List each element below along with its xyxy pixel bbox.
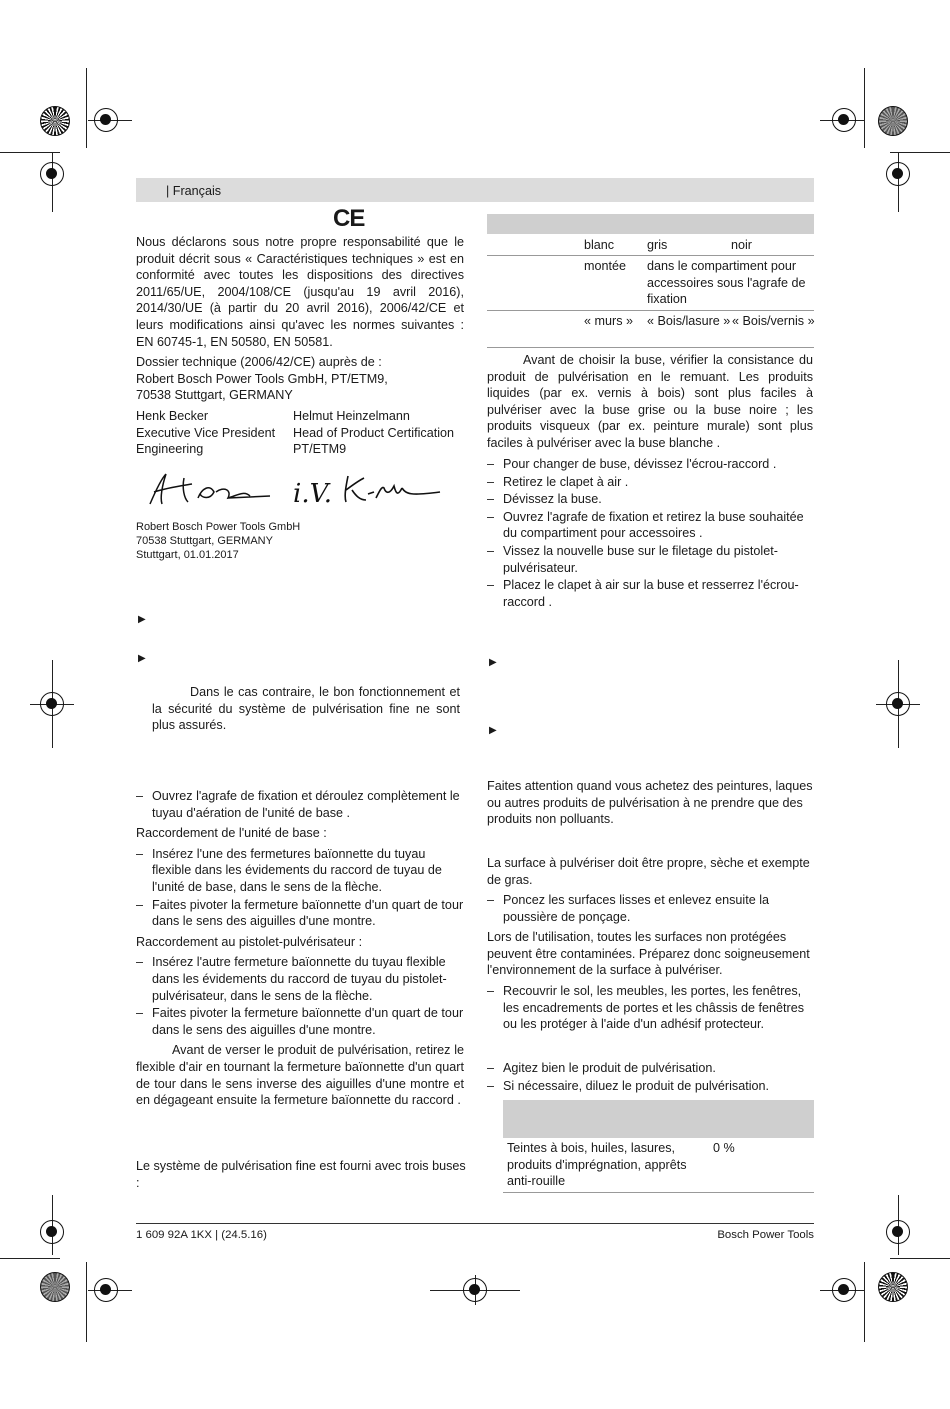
registration-wheel-icon: [40, 1272, 70, 1302]
contamination-note: Lors de l'utilisation, toutes les surfaces non protégées peuvent être contaminées. Préparez donc soigneusement l'environnement de la surface à pulvériser.: [487, 930, 810, 978]
remove-hose-note: Avant de verser le produit de pulvérisation, retirez le flexible d'air en tournant la fermeture baïonnette d'un quart de tour dans le sens inverse des aiguilles d'une montre et en dégageant ensuite la fermeture baïonnette du raccord .: [136, 1043, 464, 1108]
nozzle-color-white: blanc: [584, 238, 615, 252]
warning-arrow-icon: ▶: [138, 614, 146, 625]
company-city: 70538 Stuttgart, GERMANY: [136, 535, 273, 547]
base-step: – Faites pivoter la fermeture baïonnette d'un quart de tour dans le sens des aiguilles d'une montre.: [136, 897, 464, 930]
page-header-band: [136, 178, 814, 202]
nozzle-mount-label: montée: [584, 259, 627, 273]
company-name: Robert Bosch Power Tools GmbH: [136, 521, 301, 533]
nozzle-choice-note: Avant de choisir la buse, vérifier la consistance du produit de pulvérisation en le remuant. Les produits liquides (par ex. vernis à bois) sont plus faciles à pulvériser avec la buse grise ou la buse noire ; les produits visqueux (par ex. peinture murale) sont plus faciles à pulvériser avec la buse blanche .: [487, 353, 813, 450]
dilution-table-header: [503, 1100, 814, 1138]
registration-mark-icon: [886, 692, 910, 716]
registration-mark-icon: [886, 162, 910, 186]
registration-mark-icon: [463, 1278, 487, 1302]
registration-mark-icon: [832, 108, 856, 132]
nozzle-use-wood-varnish: « Bois/vernis »: [732, 314, 815, 328]
signatory-title: Engineering: [136, 442, 204, 457]
registration-mark-icon: [40, 692, 64, 716]
nozzles-intro: Le système de pulvérisation fine est fourni avec trois buses :: [136, 1159, 466, 1190]
signatory-name: Helmut Heinzelmann: [293, 409, 410, 423]
registration-wheel-icon: [878, 106, 908, 136]
registration-wheel-icon: [40, 106, 70, 136]
nozzle-step: – Ouvrez l'agrafe de fixation et retirez la buse souhaitée du compartiment pour accessoires .: [487, 509, 815, 542]
handwritten-signatures: [140, 468, 460, 512]
registration-mark-icon: [886, 1220, 910, 1244]
signatory-title: Executive Vice President: [136, 425, 276, 440]
nozzle-use-walls: « murs »: [584, 314, 633, 328]
nozzle-mount-value: dans le compartiment pour accessoires sous l'agrafe de fixation: [647, 259, 806, 307]
surface-prep: [487, 892, 815, 1034]
paint-purchase-note: Faites attention quand vous achetez des peintures, laques ou autres produits de pulvérisation à ne prendre que des produits non polluants.: [487, 779, 813, 827]
base-connection-title: Raccordement de l'unité de base :: [136, 826, 327, 841]
nozzle-table-header: [487, 214, 814, 234]
nozzle-color-black: noir: [731, 238, 752, 252]
nozzle-step: – Placez le clapet à air sur la buse et resserrez l'écrou-raccord .: [487, 577, 815, 610]
left-column: [136, 234, 464, 404]
dossier-title: Dossier technique (2006/42/CE) auprès de :: [136, 355, 382, 370]
table-divider: [487, 255, 814, 256]
registration-mark-icon: [832, 1278, 856, 1302]
warning-text: Dans le cas contraire, le bon fonctionnement et la sécurité du système de pulvérisation fine ne sont plus assurés.: [152, 685, 460, 733]
footer-doc-id: 1 609 92A 1KX | (24.5.16): [136, 1229, 267, 1241]
page-language-label: | Français: [166, 184, 222, 198]
registration-wheel-icon: [878, 1272, 908, 1302]
signatory-name: Henk Becker: [136, 409, 209, 423]
contamination-step: – Recouvrir le sol, les meubles, les portes, les fenêtres, les encadrements de portes et les châssis de fenêtres ou les protéger à l'aide d'un adhésif protecteur.: [487, 983, 815, 1033]
nozzle-color-grey: gris: [647, 238, 668, 252]
table-divider: [503, 1192, 814, 1193]
registration-mark-icon: [94, 1278, 118, 1302]
prep-step: – Si nécessaire, diluez le produit de pulvérisation.: [487, 1078, 815, 1095]
signatory-title: PT/ETM9: [293, 442, 347, 457]
nozzle-change-steps: [487, 456, 815, 611]
footer-brand: Bosch Power Tools: [717, 1229, 814, 1241]
dossier-company: Robert Bosch Power Tools GmbH, PT/ETM9,: [136, 371, 388, 386]
registration-mark-icon: [40, 1220, 64, 1244]
registration-mark-icon: [94, 108, 118, 132]
gun-step: – Faites pivoter la fermeture baïonnette d'un quart de tour dans le sens des aiguilles d'une montre.: [136, 1005, 464, 1038]
assembly-section: [136, 788, 464, 1113]
signatory-2: [293, 408, 468, 458]
gun-connection-title: Raccordement au pistolet-pulvérisateur :: [136, 934, 363, 949]
footer-rule: [136, 1223, 814, 1224]
surface-note: La surface à pulvériser doit être propre, sèche et exempte de gras.: [487, 856, 810, 887]
declaration-text: Nous déclarons sous notre propre responsabilité que le produit décrit sous « Caractéristiques techniques » est en conformité avec toutes les dispositions des directives 2011/65/UE, 2004/108/CE (jusqu'au 19 avril 2016), 2014/30/UE (à partir du 20 avril 2016), 2006/42/CE et leurs modifications ainsi qu'avec les normes suivantes : EN 60745-1, EN 50580, EN 50581.: [136, 235, 464, 349]
table-divider: [487, 310, 814, 311]
company-address: [136, 520, 436, 562]
dossier-block: [136, 354, 464, 404]
nozzle-step: – Retirez le clapet à air .: [487, 474, 815, 491]
signature-date: Stuttgart, 01.01.2017: [136, 549, 239, 561]
preparation-steps: [487, 1060, 815, 1095]
nozzle-step: – Vissez la nouvelle buse sur le filetage du pistolet-pulvérisateur.: [487, 543, 815, 576]
prep-step: – Agitez bien le produit de pulvérisation.: [487, 1060, 815, 1077]
signatory-1: [136, 408, 286, 458]
gun-step: – Insérez l'autre fermeture baïonnette du tuyau flexible dans les évidements du raccord de tuyau du pistolet-pulvérisateur, dans le sens de la flèche.: [136, 954, 464, 1004]
ce-mark: CE: [333, 205, 365, 232]
table-divider: [487, 347, 814, 348]
signature-prefix: i.V.: [293, 479, 333, 509]
nozzle-step: – Pour changer de buse, dévissez l'écrou-raccord .: [487, 456, 815, 473]
warning-arrow-icon: ▶: [489, 725, 497, 736]
registration-mark-icon: [40, 162, 64, 186]
base-step: – Insérez l'une des fermetures baïonnette du tuyau flexible dans les évidements du raccord de tuyau de l'unité de base, dans le sens de la flèche.: [136, 846, 464, 896]
dossier-city: 70538 Stuttgart, GERMANY: [136, 388, 293, 403]
signatory-title: Head of Product Certification: [293, 425, 455, 440]
warning-arrow-icon: ▶: [489, 657, 497, 668]
dilution-value: 0 %: [713, 1141, 735, 1155]
nozzle-step: – Dévissez la buse.: [487, 491, 815, 508]
surface-step: – Poncez les surfaces lisses et enlevez ensuite la poussière de ponçage.: [487, 892, 815, 925]
warning-arrow-icon: ▶: [138, 653, 146, 664]
nozzle-use-wood-lasure: « Bois/lasure »: [647, 314, 731, 328]
dilution-product: Teintes à bois, huiles, lasures, produits d'imprégnation, apprêts anti-rouille: [507, 1141, 687, 1189]
hose-step: – Ouvrez l'agrafe de fixation et déroulez complètement le tuyau d'aération de l'unité de base .: [136, 788, 464, 821]
